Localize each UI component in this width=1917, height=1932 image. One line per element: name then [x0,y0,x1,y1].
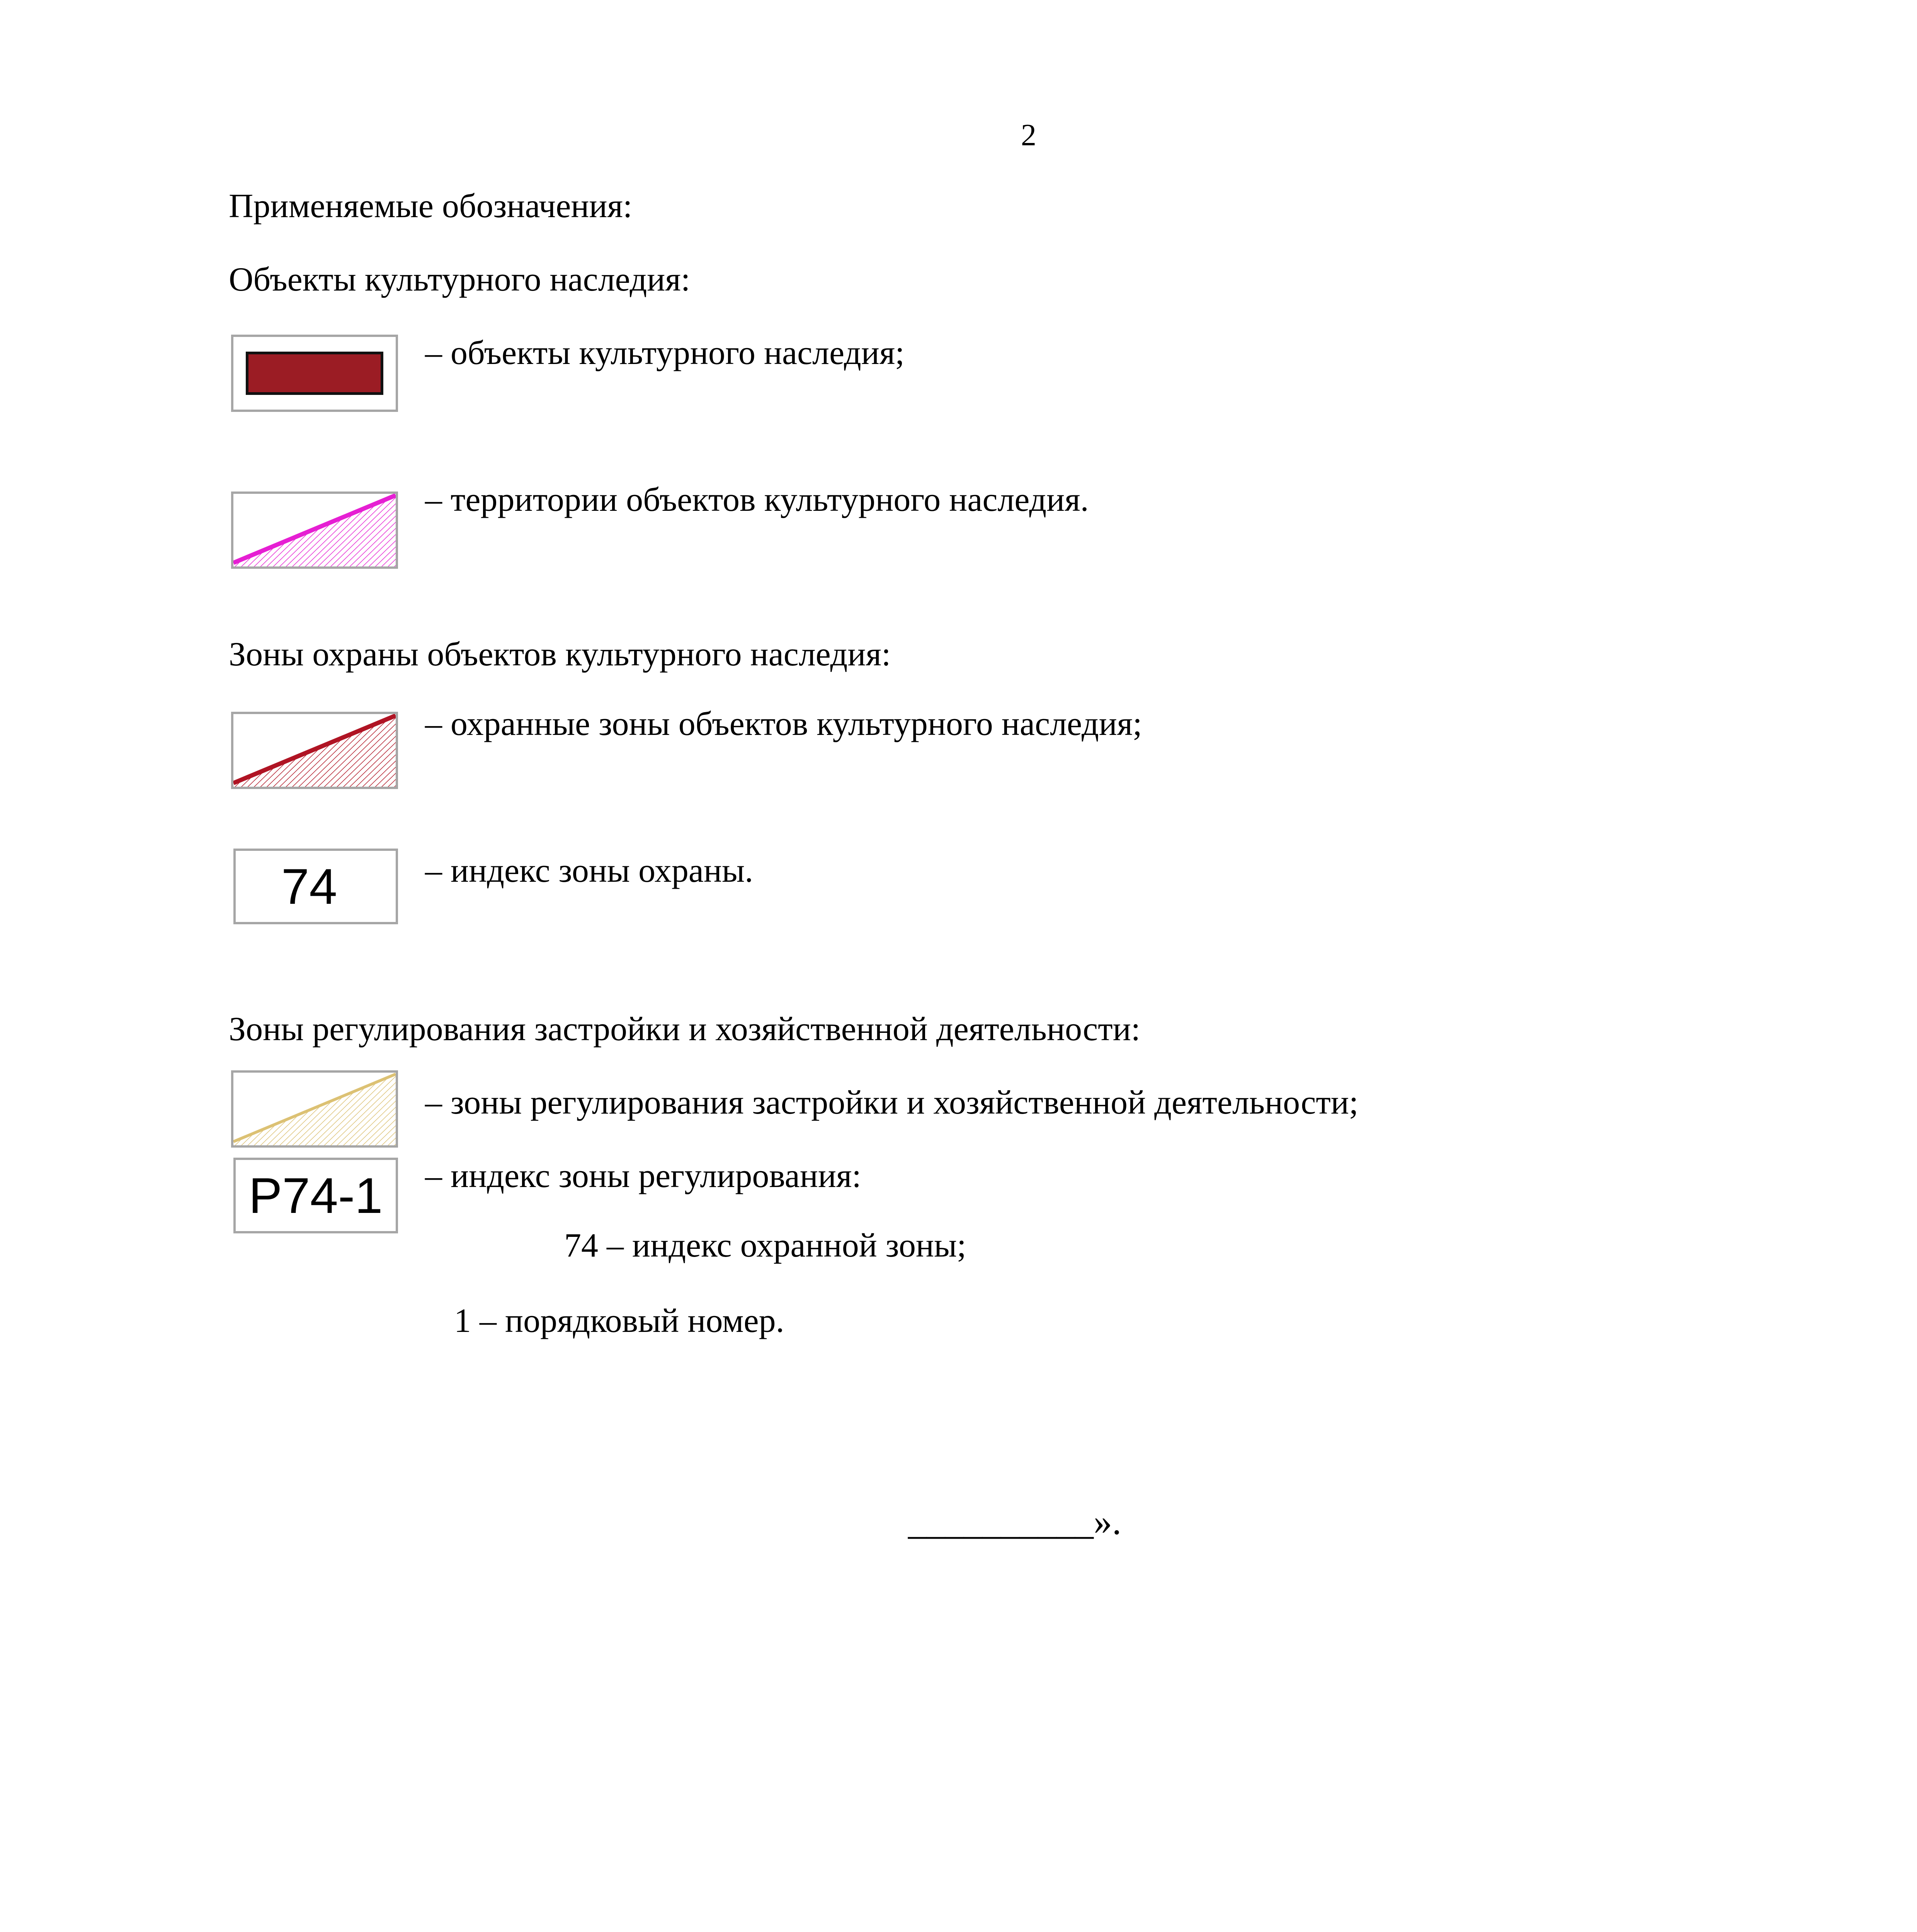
regulation-zone-label: – зоны регулирования застройки и хозяйственной деятельности; [425,1084,1359,1121]
heritage-object-swatch [246,352,383,395]
protection-section-title: Зоны охраны объектов культурного наследия: [229,636,891,673]
protection-zone-symbol [231,712,398,789]
heritage-territory-label: – территории объектов культурного наследия. [425,481,1089,519]
regulation-note-number: 1 – порядковый номер. [454,1302,784,1340]
regulation-index-symbol: Р74-1 [233,1158,398,1233]
regulation-index-label: – индекс зоны регулирования: [425,1157,861,1195]
heritage-object-label: – объекты культурного наследия; [425,334,905,372]
protection-index-label: – индекс зоны охраны. [425,852,754,889]
closing-quote: __________». [908,1501,1121,1542]
regulation-section-title: Зоны регулирования застройки и хозяйственной деятельности: [229,1010,1141,1048]
regulation-zone-symbol [231,1070,398,1148]
page-number: 2 [1021,118,1036,152]
legend-heading: Применяемые обозначения: [229,187,633,225]
protection-zone-label: – охранные зоны объектов культурного наследия; [425,705,1142,743]
heritage-territory-symbol [231,492,398,569]
heritage-object-symbol [231,335,398,412]
regulation-note-index: 74 – индекс охранной зоны; [564,1227,966,1264]
protection-index-symbol: 74 [233,849,398,924]
heritage-section-title: Объекты культурного наследия: [229,261,691,298]
